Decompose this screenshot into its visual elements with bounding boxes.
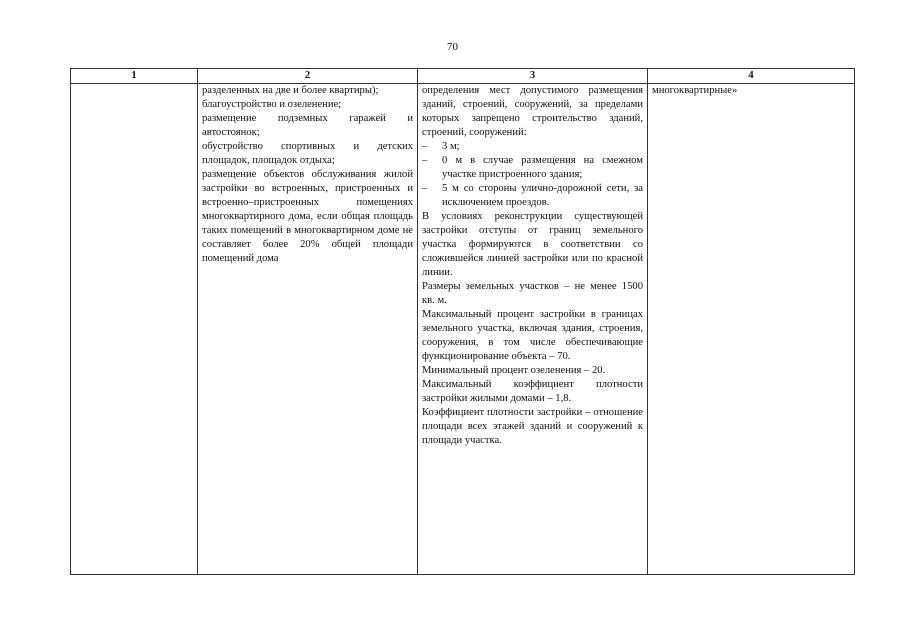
- column-header-2: 2: [198, 69, 418, 84]
- col2-text: обустройство спортивных и детских площадок, площадок отдыха;: [202, 141, 413, 166]
- col3-paragraph: Размеры земельных участков – не менее 1500 кв. м.: [422, 281, 643, 306]
- dash-bullet: –: [422, 155, 428, 166]
- col3-paragraph: Минимальный процент озеленения – 20.: [422, 365, 606, 376]
- dash-item-text: 0 м в случае размещения на смежном участке пристроенного здания;: [442, 155, 643, 180]
- regulation-table: [70, 68, 855, 575]
- dash-list-item: [422, 154, 643, 182]
- dash-bullet: –: [422, 141, 428, 152]
- column-header-3: 3: [418, 69, 648, 84]
- col3-paragraph: Коэффициент плотности застройки – отношение площади всех этажей зданий и сооружений к площади участка.: [422, 407, 643, 446]
- dash-bullet: –: [422, 183, 428, 194]
- cell-col3: [418, 84, 648, 575]
- cell-col2: [198, 84, 418, 575]
- col2-text: разделенных на две и более квартиры);: [202, 85, 379, 96]
- col3-paragraph: Максимальный коэффициент плотности застройки жилыми домами – 1,8.: [422, 379, 643, 404]
- col3-intro: определения мест допустимого размещения зданий, строений, сооружений, за пределами которых запрещено строительство зданий, строений, сооружений:: [422, 85, 643, 138]
- dash-item-text: 3 м;: [442, 141, 460, 152]
- col2-text: размещение подземных гаражей и автостоянок;: [202, 113, 413, 138]
- col2-text: благоустройство и озеленение;: [202, 99, 342, 110]
- col3-paragraph: В условиях реконструкции существующей застройки отступы от границ земельного участка формируются в соответствии со сложившейся линией застройки или по красной линии.: [422, 211, 643, 278]
- table-row: [71, 84, 855, 575]
- column-header-4: 4: [648, 69, 855, 84]
- dash-list-item: [422, 140, 643, 154]
- col2-text: размещение объектов обслуживания жилой застройки во встроенных, пристроенных и встроенно–пристроенных помещениях многоквартирного дома, если общая площадь таких помещений в многоквартирном доме не составляет более 20% общей площади помещений дома: [202, 169, 413, 264]
- col3-paragraph: Максимальный процент застройки в границах земельного участка, включая здания, строения, сооружения, в том числе обеспечивающие функционирование объекта – 70.: [422, 309, 643, 362]
- page-number: 70: [447, 41, 458, 53]
- cell-col4: [648, 84, 855, 575]
- col4-text: многоквартирные»: [652, 85, 738, 96]
- dash-item-text: 5 м со стороны улично-дорожной сети, за исключением проездов.: [442, 183, 643, 208]
- cell-col1: [71, 84, 198, 575]
- column-header-1: 1: [71, 69, 198, 84]
- dash-list-item: [422, 182, 643, 210]
- table-header-row: [71, 69, 855, 84]
